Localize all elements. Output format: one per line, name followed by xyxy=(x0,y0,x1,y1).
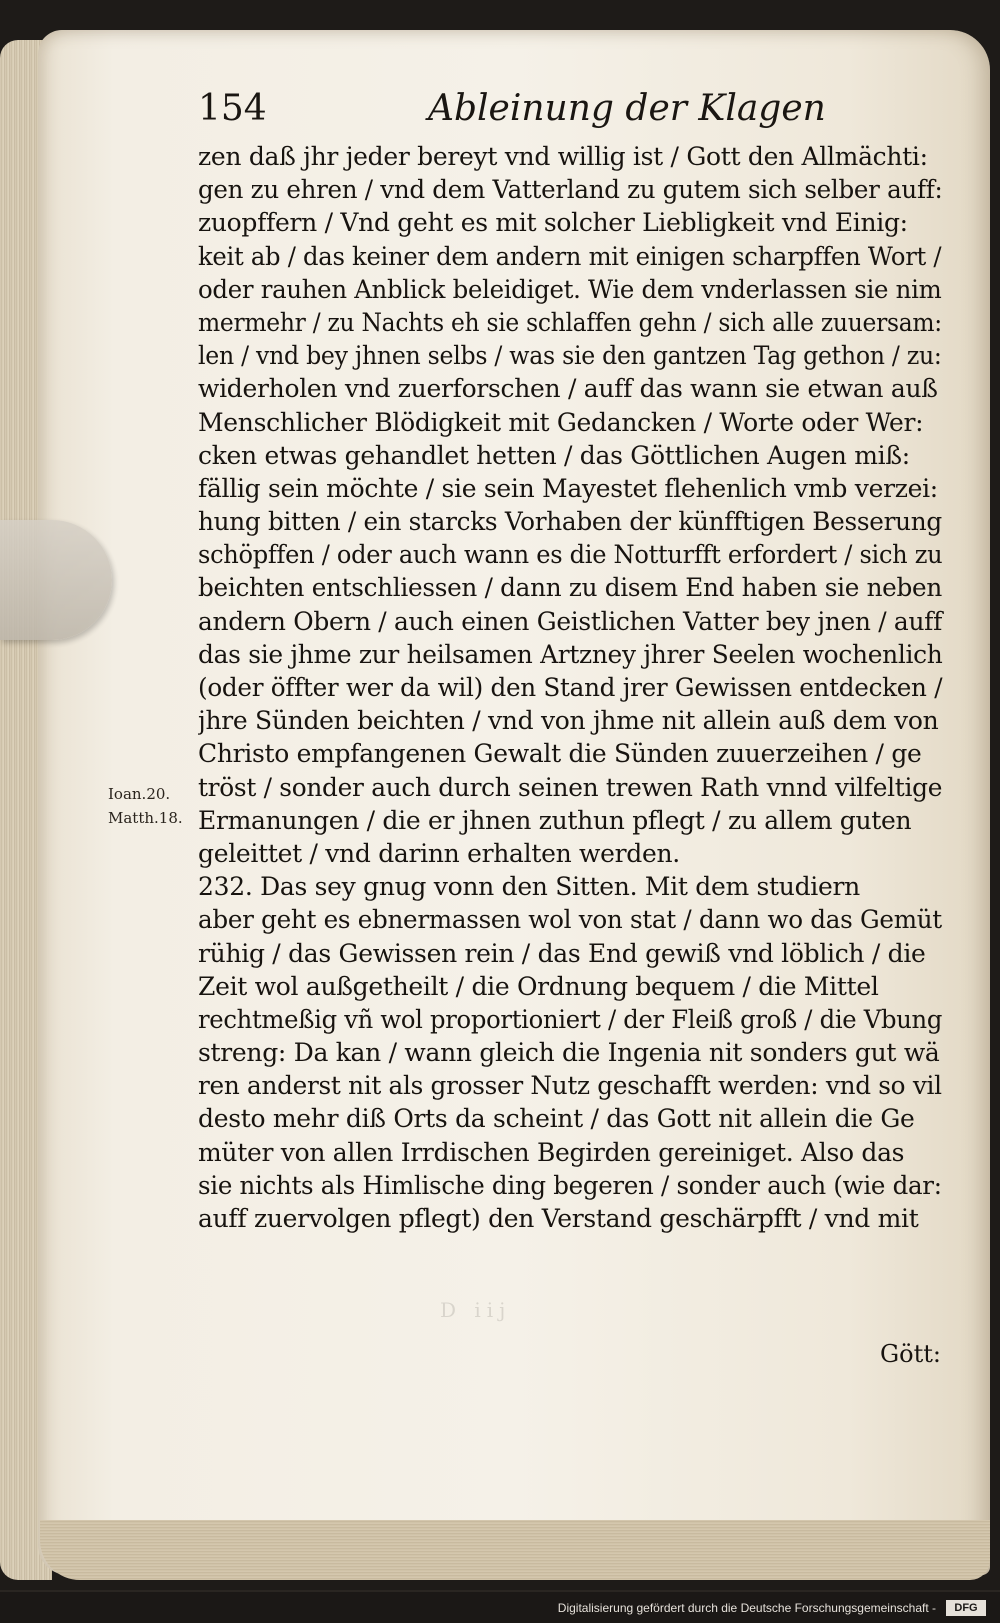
text-line: andern Obern / auch einen Geistlichen Vatter bey jnen / auff xyxy=(198,606,942,636)
text-line: gen zu ehren / vnd dem Vatterland zu gutem sich selber auff: xyxy=(198,175,943,205)
text-line: rühig / das Gewissen rein / das End gewiß vnd löblich / die xyxy=(198,938,926,968)
text-line: desto mehr diß Orts da scheint / das Gott nit allein die Ge xyxy=(198,1104,915,1134)
text-line: (oder öffter wer da wil) den Stand jrer Gewissen entdecken / xyxy=(198,673,943,702)
text-line: beichten entschliessen / dann zu disem End haben sie neben xyxy=(198,573,942,603)
page-header xyxy=(198,88,826,140)
text-line: widerholen vnd zuerforschen / auff das wann sie etwan auß xyxy=(198,374,938,404)
body-text xyxy=(198,140,942,1235)
text-line: mermehr / zu Nachts eh sie schlaffen gehn / sich alle zuuersam: xyxy=(198,307,942,337)
bottom-page-edges xyxy=(40,1520,990,1580)
margin-note-john: Ioan.20. xyxy=(108,785,171,803)
footer-credit: Digitalisierung gefördert durch die Deutsche Forschungsgemeinschaft - xyxy=(557,1601,936,1615)
text-line: geleittet / vnd darinn erhalten werden. xyxy=(198,838,680,868)
catchword: Gött: xyxy=(880,1340,941,1368)
text-line: jhre Sünden beichten / vnd von jhme nit allein auß dem von xyxy=(198,706,939,736)
text-line: auff zuervolgen pflegt) den Verstand geschärpfft / vnd mit xyxy=(198,1204,919,1233)
dfg-logo: DFG xyxy=(946,1600,986,1616)
text-line: Christo empfangenen Gewalt die Sünden zuuerzeihen / ge xyxy=(198,739,922,769)
text-line: das sie jhme zur heilsamen Artzney jhrer Seelen wochenlich xyxy=(198,639,943,669)
text-line: keit ab / das keiner dem andern mit einigen scharpffen Wort / xyxy=(198,241,942,271)
text-line: schöpffen / oder auch wann es die Notturfft erfordert / sich zu xyxy=(198,540,943,570)
margin-notes xyxy=(108,782,204,830)
text-line: zen daß jhr jeder bereyt vnd willig ist / Gott den Allmächti: xyxy=(198,142,928,171)
text-line: sie nichts als Himlische ding begeren / sonder auch (wie dar: xyxy=(198,1170,942,1200)
text-line: Zeit wol außgetheilt / die Ordnung bequem / die Mittel xyxy=(198,971,879,1001)
text-line: 232. Das sey gnug vonn den Sitten. Mit dem studiern xyxy=(198,872,860,902)
text-line: Menschlicher Blödigkeit mit Gedancken / Worte oder Wer: xyxy=(198,407,924,437)
text-line: streng: Da kan / wann gleich die Ingenia nit sonders gut wä xyxy=(198,1038,940,1068)
text-line: cken etwas gehandlet hetten / das Göttlichen Augen miß: xyxy=(198,440,910,470)
text-line: rechtmeßig vñ wol proportioniert / der Fleiß groß / die Vbung xyxy=(198,1004,943,1034)
text-line: len / vnd bey jhnen selbs / was sie den gantzen Tag gethon / zu: xyxy=(198,341,942,371)
running-title: Ableinung der Klagen xyxy=(428,88,826,129)
margin-note-matthew: Matth.18. xyxy=(108,809,183,827)
page-number: 154 xyxy=(198,88,267,129)
text-line: Ermanungen / die er jhnen zuthun pflegt / zu allem guten xyxy=(198,805,912,835)
text-line: hung bitten / ein starcks Vorhaben der künfftigen Besserung xyxy=(198,507,942,537)
text-line: müter von allen Irrdischen Begirden gereiniget. Also das xyxy=(198,1137,905,1167)
text-line: aber geht es ebnermassen wol von stat / dann wo das Gemüt xyxy=(198,905,942,935)
text-line: tröst / sonder auch durch seinen trewen Rath vnnd vilfeltige xyxy=(198,772,943,802)
bleed-through-signature: D iij xyxy=(440,1298,512,1322)
text-line: oder rauhen Anblick beleidiget. Wie dem vnderlassen sie nim xyxy=(198,274,942,304)
text-line: ren anderst nit als grosser Nutz geschafft werden: vnd so vil xyxy=(198,1071,942,1101)
text-line: zuopffern / Vnd geht es mit solcher Liebligkeit vnd Einig: xyxy=(198,208,908,238)
text-line: fällig sein möchte / sie sein Mayestet flehenlich vmb verzei: xyxy=(198,473,938,503)
